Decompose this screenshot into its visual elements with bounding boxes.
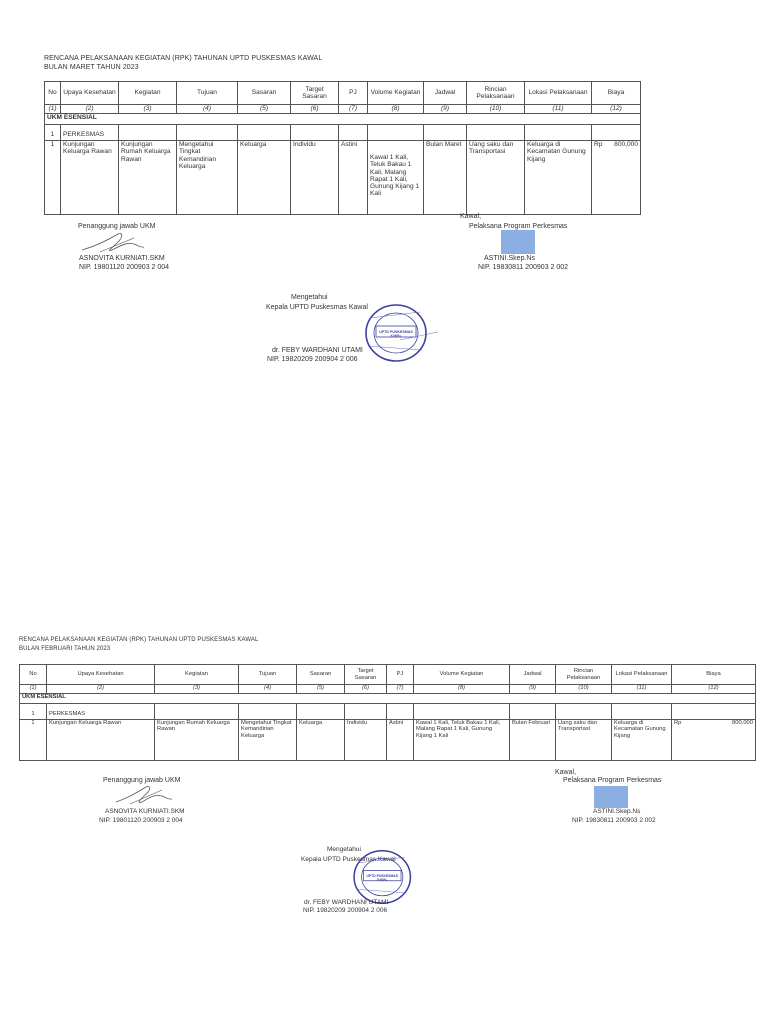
- section-label: PERKESMAS: [61, 131, 119, 141]
- official-stamp: [360, 300, 440, 366]
- column-number: (4): [239, 685, 297, 694]
- section-row: [45, 131, 641, 141]
- column-number: (6): [291, 105, 339, 114]
- cell-tujuan: Mengetahui Tingkat Kemandirian Keluarga: [239, 720, 297, 761]
- doc1-title: RENCANA PELAKSANAAN KEGIATAN (RPK) TAHUNAN UPTD PUSKESMAS KAWAL: [44, 55, 323, 62]
- left-signer-nip: NIP. 19801120 200903 2 004: [79, 264, 170, 271]
- column-number-row: [45, 105, 641, 114]
- header-cell: Jadwal: [424, 82, 467, 105]
- column-number: (3): [155, 685, 239, 694]
- table-row: [45, 141, 641, 215]
- cell-lokasi: Keluarga di Kecamatan Gunung Kijang: [612, 720, 672, 761]
- row-number: 1: [45, 141, 61, 215]
- header-cell: Sasaran: [297, 665, 345, 685]
- head-signer-title: Kepala UPTD Puskesmas Kawal: [266, 304, 368, 311]
- column-number: (11): [525, 105, 592, 114]
- head-signer-name: dr. FEBY WARDHANI UTAMI: [304, 899, 389, 906]
- acknowledged-label: Mengetahui: [291, 294, 328, 301]
- head-signer-nip: NIP. 19820209 200904 2 006: [303, 907, 388, 914]
- spacer-row: [20, 704, 756, 712]
- doc1-rpk-table: [44, 81, 641, 215]
- column-number: (6): [345, 685, 387, 694]
- group-label: UKM ESENSIAL: [20, 694, 756, 704]
- cell-upaya: Kunjungan Keluarga Rawan: [47, 720, 155, 761]
- column-number: (2): [47, 685, 155, 694]
- section-number: 1: [45, 131, 61, 141]
- column-number: (8): [414, 685, 510, 694]
- cell-volume: Kawal 1 Kali, Teluk Bakau 1 Kali, Malang Rapat 1 Kali, Gunung Kijang 1 Kali: [368, 141, 424, 215]
- column-number-row: [20, 685, 756, 694]
- header-cell: Volume Kegiatan: [368, 82, 424, 105]
- column-number: (9): [510, 685, 556, 694]
- left-signer-title: Penanggung jawab UKM: [78, 223, 156, 230]
- signature-image: [112, 782, 174, 808]
- cell-lokasi: Keluarga di Kecamatan Gunung Kijang: [525, 141, 592, 215]
- header-cell: Rincian Pelaksanaan: [467, 82, 525, 105]
- header-cell: PJ: [387, 665, 414, 685]
- cell-kegiatan: Kunjungan Rumah Keluarga Rawan: [155, 720, 239, 761]
- redacted-signature: [594, 786, 628, 808]
- column-number: (1): [20, 685, 47, 694]
- section-row: [20, 711, 756, 720]
- svg-text:UPTD PUSKESMAS: UPTD PUSKESMAS: [379, 330, 413, 334]
- table-header-row: [45, 82, 641, 105]
- section-label: PERKESMAS: [47, 711, 155, 720]
- header-cell: Kegiatan: [155, 665, 239, 685]
- acknowledged-label: Mengetahui: [327, 846, 361, 853]
- header-cell: Target Sasaran: [345, 665, 387, 685]
- cell-target: Individu: [345, 720, 387, 761]
- header-cell: PJ: [339, 82, 368, 105]
- biaya-currency: Rp: [594, 141, 603, 148]
- column-number: (12): [592, 105, 641, 114]
- header-cell: Lokasi Pelaksanaan: [525, 82, 592, 105]
- biaya-amount: 800,000: [614, 141, 638, 148]
- column-number: (12): [672, 685, 756, 694]
- signature-image: [78, 228, 148, 256]
- right-signer-nip: NIP. 19830811 200903 2 002: [572, 817, 656, 824]
- header-cell: Upaya Kesehatan: [47, 665, 155, 685]
- header-cell: Rincian Pelaksanaan: [556, 665, 612, 685]
- header-cell: Jadwal: [510, 665, 556, 685]
- column-number: (9): [424, 105, 467, 114]
- doc2-title: RENCANA PELAKSANAAN KEGIATAN (RPK) TAHUNAN UPTD PUSKESMAS KAWAL: [19, 637, 259, 643]
- group-label: UKM ESENSIAL: [45, 114, 641, 125]
- doc2-month: BULAN FEBRUARI TAHUN 2023: [19, 646, 111, 652]
- cell-jadwal: Bulan Maret: [424, 141, 467, 215]
- head-signer-nip: NIP. 19820209 200904 2 006: [267, 356, 358, 363]
- svg-text:KAWAL: KAWAL: [377, 877, 388, 882]
- cell-biaya: [672, 720, 756, 761]
- column-number: (10): [467, 105, 525, 114]
- left-signer-nip: NIP. 19801120 200903 2 004: [99, 817, 183, 824]
- column-number: (1): [45, 105, 61, 114]
- header-cell: Biaya: [672, 665, 756, 685]
- cell-target: Individu: [291, 141, 339, 215]
- header-cell: Biaya: [592, 82, 641, 105]
- header-cell: No: [20, 665, 47, 685]
- cell-sasaran: Keluarga: [238, 141, 291, 215]
- column-number: (7): [339, 105, 368, 114]
- cell-upaya: Kunjungan Keluarga Rawan: [61, 141, 119, 215]
- biaya-currency: Rp: [674, 720, 682, 726]
- column-number: (5): [297, 685, 345, 694]
- column-number: (4): [177, 105, 238, 114]
- sign-place: Kawal,: [460, 213, 482, 220]
- cell-rincian: Uang saku dan Transportasi: [556, 720, 612, 761]
- section-number: 1: [20, 711, 47, 720]
- column-number: (2): [61, 105, 119, 114]
- row-number: 1: [20, 720, 47, 761]
- header-cell: Sasaran: [238, 82, 291, 105]
- column-number: (3): [119, 105, 177, 114]
- doc2-rpk-table: [19, 664, 756, 761]
- column-number: (10): [556, 685, 612, 694]
- cell-volume: Kawal 1 Kali, Teluk Bakau 1 Kali, Malang Rapat 1 Kali, Gunung Kijang 1 Kali: [414, 720, 510, 761]
- biaya-amount: 800,000: [732, 720, 753, 726]
- svg-text:UPTD PUSKESMAS: UPTD PUSKESMAS: [366, 874, 399, 878]
- cell-pj: Astini: [387, 720, 414, 761]
- header-cell: Kegiatan: [119, 82, 177, 105]
- cell-sasaran: Keluarga: [297, 720, 345, 761]
- header-cell: No: [45, 82, 61, 105]
- left-signer-title: Penanggung jawab UKM: [103, 777, 181, 784]
- head-signer-name: dr. FEBY WARDHANI UTAMI: [272, 347, 363, 354]
- right-signer-title: Pelaksana Program Perkesmas: [563, 777, 662, 784]
- header-cell: Tujuan: [239, 665, 297, 685]
- table-row: [20, 720, 756, 761]
- cell-biaya: [592, 141, 641, 215]
- left-signer-name: ASNOVITA KURNIATI.SKM: [105, 808, 185, 815]
- header-cell: Volume Kegiatan: [414, 665, 510, 685]
- svg-text:KAWAL: KAWAL: [390, 333, 402, 338]
- column-number: (7): [387, 685, 414, 694]
- table-header-row: [20, 665, 756, 685]
- header-cell: Tujuan: [177, 82, 238, 105]
- right-signer-title: Pelaksana Program Perkesmas: [469, 223, 568, 230]
- header-cell: Upaya Kesehatan: [61, 82, 119, 105]
- cell-rincian: Uang saku dan Transportasi: [467, 141, 525, 215]
- cell-kegiatan: Kunjungan Rumah Keluarga Rawan: [119, 141, 177, 215]
- head-signer-title: Kepala UPTD Puskesmas Kawal: [301, 856, 396, 863]
- column-number: (5): [238, 105, 291, 114]
- group-row: [20, 694, 756, 704]
- cell-jadwal: Bulan Februari: [510, 720, 556, 761]
- right-signer-name: ASTINI.Skep.Ns: [593, 808, 641, 815]
- sign-place: Kawal,: [555, 769, 577, 776]
- left-signer-name: ASNOVITA KURNIATI.SKM: [79, 255, 165, 262]
- header-cell: Target Sasaran: [291, 82, 339, 105]
- right-signer-name: ASTINI.Skep.Ns: [484, 255, 535, 262]
- column-number: (8): [368, 105, 424, 114]
- right-signer-nip: NIP. 19830811 200903 2 002: [478, 264, 569, 271]
- group-row: [45, 114, 641, 125]
- cell-tujuan: Mengetahui Tingkat Kemandirian Keluarga: [177, 141, 238, 215]
- redacted-signature: [501, 230, 535, 254]
- header-cell: Lokasi Pelaksanaan: [612, 665, 672, 685]
- cell-pj: Astini: [339, 141, 368, 215]
- column-number: (11): [612, 685, 672, 694]
- doc1-month: BULAN MARET TAHUN 2023: [44, 64, 139, 71]
